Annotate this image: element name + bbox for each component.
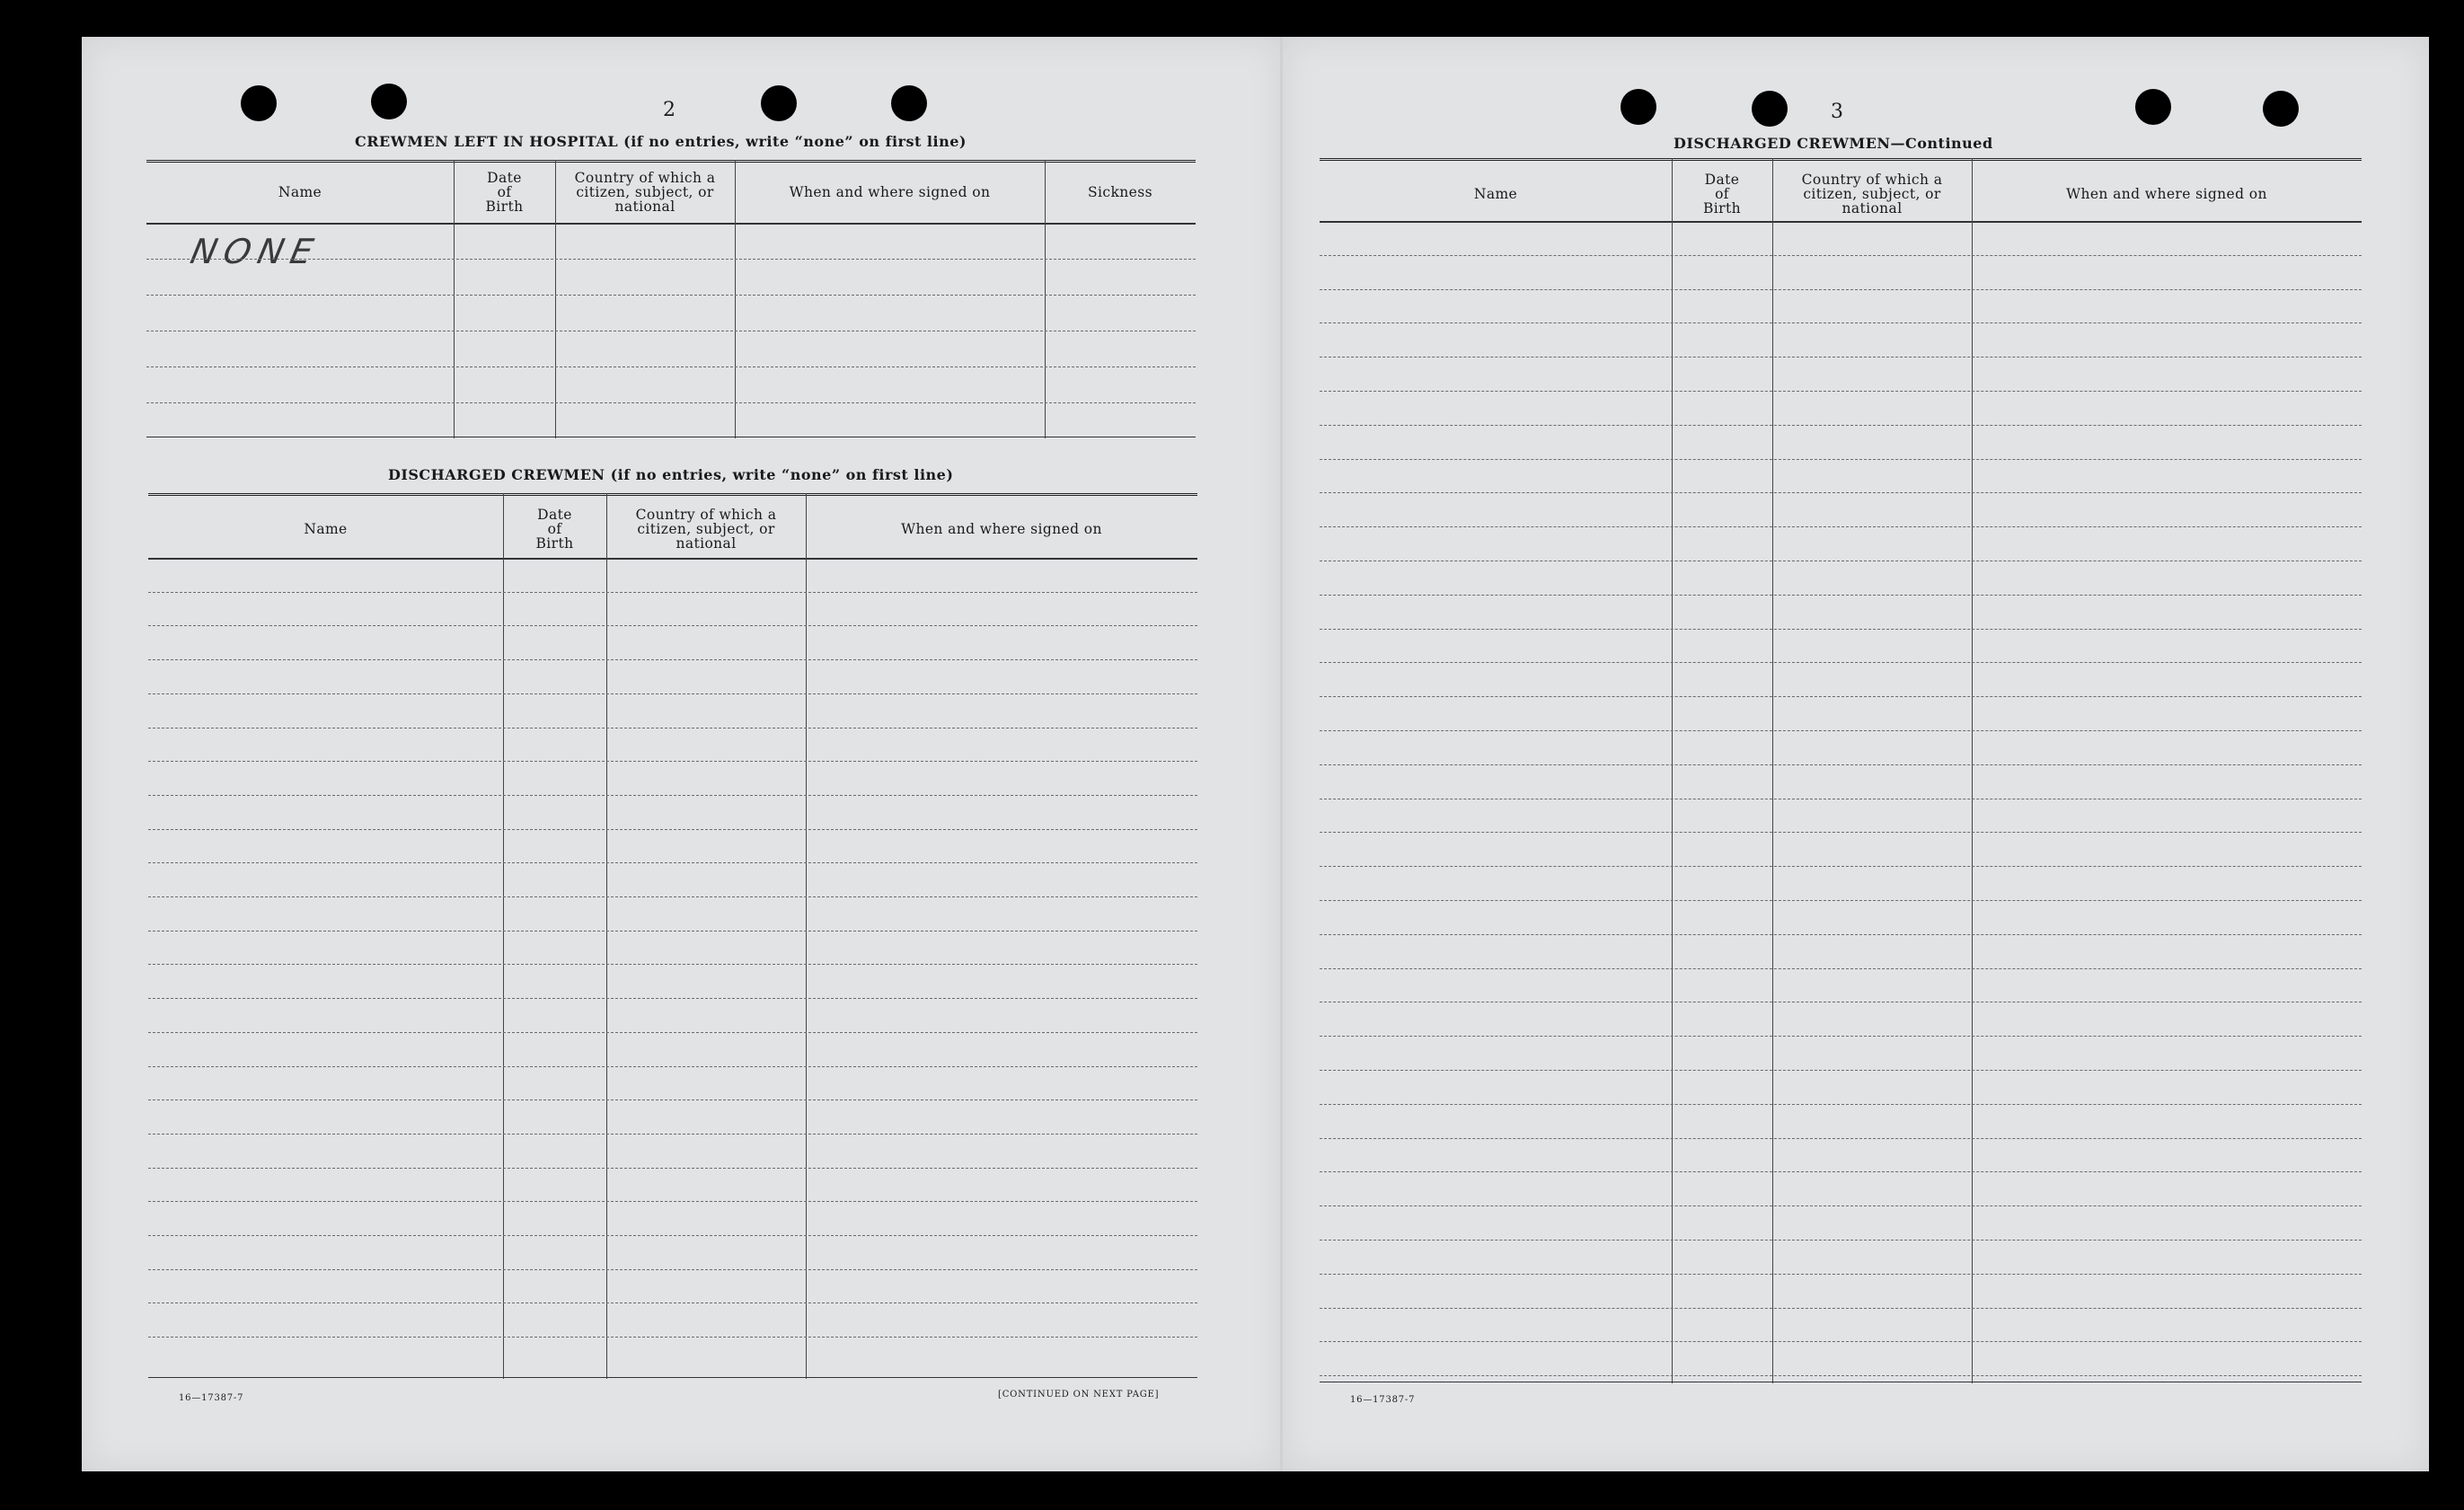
punch-hole-icon: [2263, 91, 2299, 127]
hospital-title-text: CREWMEN LEFT IN HOSPITAL: [355, 133, 619, 150]
row-rule: [148, 1032, 1197, 1033]
column-divider: [1045, 160, 1046, 438]
punch-hole-icon: [891, 85, 927, 121]
row-rule: [148, 896, 1197, 897]
column-divider: [454, 160, 455, 438]
row-rule: [1320, 1205, 2362, 1206]
column-divider: [1772, 158, 1773, 1383]
discharged-section-title: [388, 466, 953, 483]
column-header-country: Country of which a citizen, subject, or national: [574, 170, 716, 215]
row-rule: [1320, 1036, 2362, 1037]
row-rule: [148, 693, 1197, 694]
punch-hole-icon: [761, 85, 797, 121]
row-rule: [148, 1066, 1197, 1067]
row-rule: [1320, 696, 2362, 697]
page-number: 2: [663, 99, 676, 121]
punch-hole-icon: [371, 84, 407, 119]
row-rule: [148, 1168, 1197, 1169]
row-rule: [148, 625, 1197, 626]
row-rule: [148, 1099, 1197, 1100]
row-rule: [1320, 968, 2362, 969]
row-rule: [1320, 1375, 2362, 1376]
column-header-signed-on: When and where signed on: [789, 184, 991, 200]
table-top-rule: [1320, 158, 2362, 161]
column-header-country: Country of which a citizen, subject, or national: [635, 507, 777, 552]
continued-suffix: —Continued: [1890, 135, 1993, 152]
row-rule: [1320, 1308, 2362, 1309]
row-rule: [1320, 1138, 2362, 1139]
row-rule: [148, 761, 1197, 762]
row-rule: [148, 659, 1197, 660]
row-rule: [148, 964, 1197, 965]
row-rule: [1320, 289, 2362, 290]
discharged-title-note: (if no entries, write “none” on first line): [610, 466, 954, 483]
row-rule: [1320, 526, 2362, 527]
column-header-signed-on: When and where signed on: [2066, 186, 2267, 202]
row-rule: [148, 1134, 1197, 1135]
punch-hole-icon: [1752, 91, 1788, 127]
row-rule: [1320, 900, 2362, 901]
header-rule: [1320, 221, 2362, 223]
discharged-title-text: DISCHARGED CREWMEN: [388, 466, 605, 483]
row-rule: [146, 366, 1196, 367]
punch-hole-icon: [241, 85, 277, 121]
row-rule: [148, 592, 1197, 593]
column-header-name: Name: [1473, 186, 1518, 202]
table-top-rule: [146, 160, 1196, 163]
row-rule: [148, 931, 1197, 932]
discharged-continued-table: [1320, 158, 2362, 1383]
row-rule: [1320, 391, 2362, 392]
page-number: 3: [1831, 101, 1843, 123]
row-rule: [146, 402, 1196, 403]
row-rule: [1320, 764, 2362, 765]
form-number: 16—17387-7: [179, 1393, 244, 1403]
hospital-section-title: [355, 133, 967, 150]
table-bottom-rule: [148, 1377, 1197, 1378]
row-rule: [148, 1201, 1197, 1202]
column-divider: [1972, 158, 1973, 1383]
column-divider: [555, 160, 556, 438]
row-rule: [146, 259, 1196, 260]
discharged-table: [148, 493, 1197, 1379]
row-rule: [1320, 1274, 2362, 1275]
row-rule: [148, 1269, 1197, 1270]
form-number: 16—17387-7: [1350, 1395, 1416, 1405]
row-rule: [1320, 1171, 2362, 1172]
row-rule: [1320, 866, 2362, 867]
page-fold: [1280, 37, 1283, 1471]
row-rule: [148, 1337, 1197, 1338]
row-rule: [1320, 629, 2362, 630]
row-rule: [1320, 1104, 2362, 1105]
row-rule: [1320, 662, 2362, 663]
row-rule: [1320, 255, 2362, 256]
row-rule: [1320, 459, 2362, 460]
row-rule: [1320, 730, 2362, 731]
row-rule: [1320, 832, 2362, 833]
discharged-continued-title: [1674, 135, 1993, 152]
column-divider: [1672, 158, 1673, 1383]
column-header-date-of-birth: Date of Birth: [1703, 172, 1741, 216]
hospital-table: [146, 160, 1196, 438]
column-header-country: Country of which a citizen, subject, or national: [1801, 172, 1943, 216]
handwritten-entry: NONE: [187, 232, 324, 271]
column-header-signed-on: When and where signed on: [901, 521, 1102, 537]
row-rule: [1320, 934, 2362, 935]
column-header-date-of-birth: Date of Birth: [485, 170, 524, 215]
table-top-rule: [148, 493, 1197, 496]
row-rule: [148, 998, 1197, 999]
header-rule: [146, 223, 1196, 225]
header-rule: [148, 558, 1197, 560]
row-rule: [1320, 425, 2362, 426]
row-rule: [148, 1235, 1197, 1236]
column-divider: [735, 160, 736, 438]
discharged-continued-title-text: DISCHARGED CREWMEN: [1674, 135, 1891, 152]
continued-note: [CONTINUED ON NEXT PAGE]: [998, 1390, 1160, 1400]
row-rule: [1320, 1240, 2362, 1241]
punch-hole-icon: [2135, 89, 2171, 125]
row-rule: [148, 728, 1197, 729]
row-rule: [1320, 322, 2362, 323]
row-rule: [1320, 1341, 2362, 1342]
row-rule: [148, 829, 1197, 830]
row-rule: [1320, 357, 2362, 358]
row-rule: [1320, 595, 2362, 596]
row-rule: [1320, 492, 2362, 493]
punch-hole-icon: [1621, 89, 1656, 125]
row-rule: [1320, 1070, 2362, 1071]
column-header-sickness: Sickness: [1088, 184, 1153, 200]
row-rule: [148, 795, 1197, 796]
row-rule: [148, 862, 1197, 863]
column-header-name: Name: [278, 184, 322, 200]
column-header-name: Name: [304, 521, 348, 537]
row-rule: [148, 1302, 1197, 1303]
column-header-date-of-birth: Date of Birth: [535, 507, 574, 552]
row-rule: [146, 295, 1196, 296]
hospital-title-note: (if no entries, write “none” on first line): [623, 133, 967, 150]
